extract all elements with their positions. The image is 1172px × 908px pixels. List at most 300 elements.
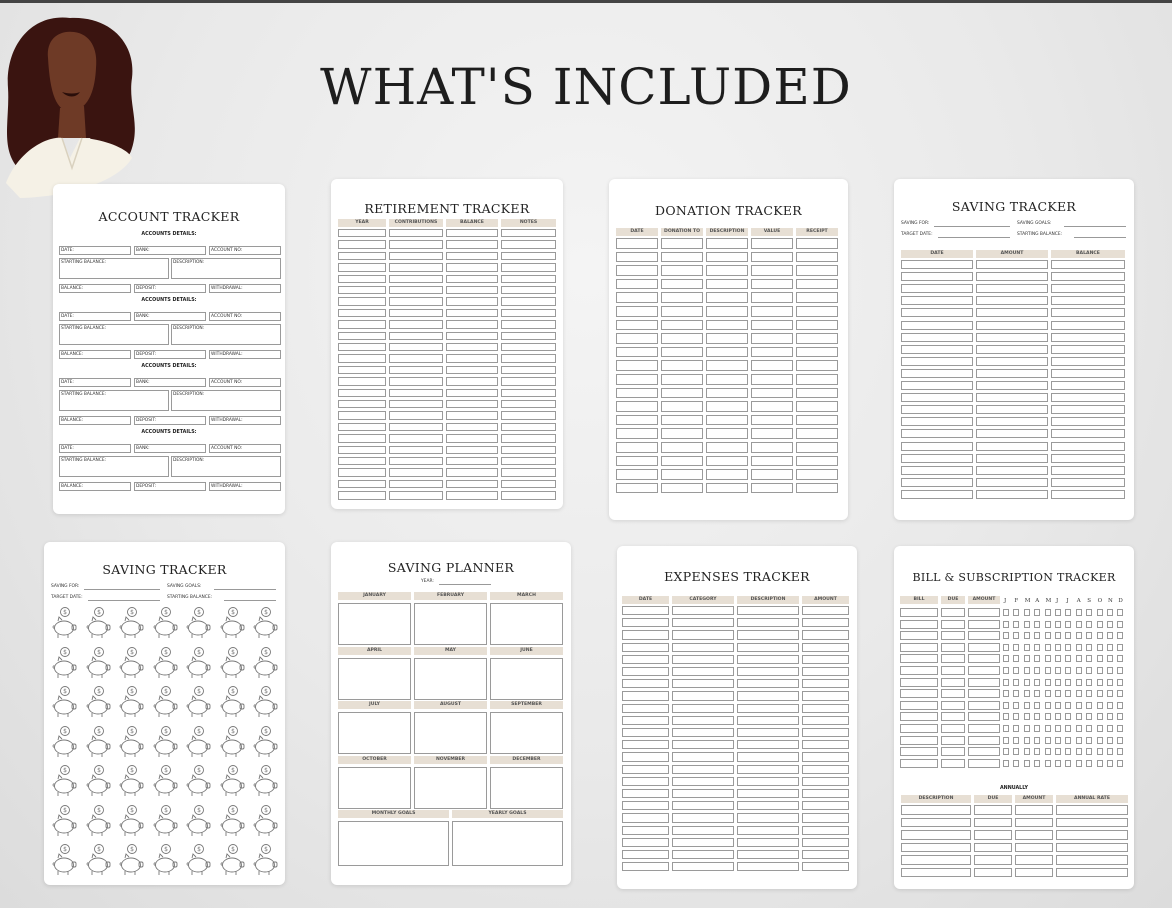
table-cell <box>802 655 849 664</box>
table-cell <box>737 813 799 822</box>
table-cell <box>802 850 849 859</box>
piggy-bank-icon <box>186 725 212 759</box>
month-checkbox <box>1086 644 1092 651</box>
month-checkbox <box>1086 760 1092 767</box>
bill-cell <box>900 678 938 687</box>
field-label: DESCRIPTION: <box>173 326 205 331</box>
piggy-bank-icon <box>186 804 212 838</box>
table-cell <box>737 838 799 847</box>
target-date-label: TARGET DATE: <box>901 232 933 237</box>
table-cell <box>338 240 386 248</box>
piggy-bank-icon <box>220 764 246 798</box>
month-box <box>490 712 563 754</box>
table-cell <box>501 320 556 328</box>
table-cell <box>661 279 703 290</box>
piggy-bank-icon <box>86 646 112 680</box>
svg-text:$: $ <box>230 609 235 617</box>
table-cell <box>622 826 669 835</box>
month-checkbox <box>1065 737 1071 744</box>
svg-text:$: $ <box>130 648 134 656</box>
month-checkbox <box>1024 621 1030 628</box>
table-cell <box>976 284 1048 293</box>
table-cell <box>672 838 734 847</box>
saving-tracker-table-card <box>894 179 1134 520</box>
month-checkbox <box>1076 667 1082 674</box>
bill-cell <box>941 631 965 640</box>
table-cell <box>622 655 669 664</box>
month-checkbox <box>1003 679 1009 686</box>
table-cell <box>672 850 734 859</box>
svg-text:$: $ <box>163 688 168 696</box>
month-checkbox <box>1065 621 1071 628</box>
table-cell <box>1015 843 1053 853</box>
field-label: STARTING BALANCE: <box>61 458 107 463</box>
table-cell <box>1051 442 1125 451</box>
svg-text:$: $ <box>96 767 101 775</box>
section-heading: ACCOUNTS DETAILS: <box>141 298 197 303</box>
table-cell <box>616 238 658 249</box>
table-cell <box>616 252 658 263</box>
month-checkbox <box>1003 621 1009 628</box>
table-cell <box>616 456 658 467</box>
table-cell <box>389 240 443 248</box>
svg-text:$: $ <box>63 806 67 814</box>
piggy-bank-icon <box>52 646 78 680</box>
piggy-bank-icon <box>86 685 112 719</box>
table-cell <box>706 360 748 371</box>
table-cell <box>501 297 556 305</box>
table-cell <box>616 469 658 480</box>
table-cell <box>802 813 849 822</box>
table-cell <box>622 740 669 749</box>
table-cell <box>389 343 443 351</box>
table-header-cell: RECEIPT <box>796 228 838 236</box>
table-cell <box>901 405 973 414</box>
month-checkbox <box>1086 713 1092 720</box>
table-cell <box>622 850 669 859</box>
table-cell <box>672 716 734 725</box>
table-cell <box>672 752 734 761</box>
piggy-bank-icon <box>52 843 78 877</box>
month-checkbox <box>1013 667 1019 674</box>
table-header-cell: AMOUNT <box>802 596 849 604</box>
piggy-bank-icon <box>220 804 246 838</box>
month-checkbox <box>1055 725 1061 732</box>
month-initial: N <box>1108 598 1113 604</box>
table-cell <box>672 813 734 822</box>
table-cell <box>501 229 556 237</box>
table-cell <box>901 478 973 487</box>
month-checkbox <box>1055 655 1061 662</box>
svg-text:$: $ <box>230 767 235 775</box>
starting-balance-label: STARTING BALANCE: <box>1017 232 1063 237</box>
table-cell <box>501 400 556 408</box>
starting-balance-label: STARTING BALANCE: <box>167 595 213 600</box>
table-cell <box>672 801 734 810</box>
svg-text:$: $ <box>163 846 168 854</box>
table-cell <box>706 306 748 317</box>
svg-text:$: $ <box>197 727 201 735</box>
table-cell <box>338 286 386 294</box>
donation-tracker-card <box>609 179 848 520</box>
table-cell <box>802 643 849 652</box>
table-cell <box>389 263 443 271</box>
table-cell <box>501 446 556 454</box>
table-cell <box>901 296 973 305</box>
month-checkbox <box>1045 632 1051 639</box>
table-cell <box>672 765 734 774</box>
table-cell <box>901 454 973 463</box>
piggy-bank-icon <box>220 646 246 680</box>
month-initial: M <box>1045 598 1052 604</box>
table-cell <box>796 279 838 290</box>
month-header: JULY <box>338 701 411 709</box>
table-cell <box>501 275 556 283</box>
piggy-bank-icon <box>253 606 279 640</box>
month-checkbox <box>1003 702 1009 709</box>
table-cell <box>976 272 1048 281</box>
month-checkbox <box>1045 748 1051 755</box>
target-date-label: TARGET DATE: <box>51 595 83 600</box>
bill-cell <box>968 759 1000 768</box>
table-cell <box>974 830 1012 840</box>
piggy-bank-icon <box>186 606 212 640</box>
month-checkbox <box>1055 679 1061 686</box>
svg-text:$: $ <box>163 806 168 814</box>
table-cell <box>338 366 386 374</box>
table-cell <box>661 360 703 371</box>
table-cell <box>446 411 498 419</box>
month-checkbox <box>1055 702 1061 709</box>
table-cell <box>622 862 669 871</box>
bill-cell <box>941 643 965 652</box>
month-box <box>414 767 487 809</box>
table-cell <box>1051 284 1125 293</box>
table-cell <box>976 393 1048 402</box>
table-cell <box>389 423 443 431</box>
field-label: BALANCE: <box>61 418 84 423</box>
piggy-bank-icon <box>119 804 145 838</box>
table-cell <box>616 306 658 317</box>
table-cell <box>751 483 793 494</box>
bill-cell <box>968 747 1000 756</box>
table-cell <box>1051 333 1125 342</box>
table-cell <box>389 434 443 442</box>
table-cell <box>737 728 799 737</box>
field-label: ACCOUNT NO: <box>211 314 243 319</box>
table-cell <box>976 357 1048 366</box>
piggy-bank-icon <box>153 843 179 877</box>
piggy-bank-icon <box>52 606 78 640</box>
table-cell <box>338 275 386 283</box>
month-checkbox <box>1097 713 1103 720</box>
table-cell <box>338 400 386 408</box>
bill-cell <box>968 654 1000 663</box>
month-checkbox <box>1117 667 1123 674</box>
piggy-bank-icon <box>186 685 212 719</box>
table-cell <box>1015 818 1053 828</box>
bill-cell <box>900 608 938 617</box>
piggy-bank-icon <box>119 685 145 719</box>
table-cell <box>446 297 498 305</box>
piggy-bank-icon <box>52 804 78 838</box>
table-cell <box>976 429 1048 438</box>
month-checkbox <box>1076 632 1082 639</box>
month-checkbox <box>1013 737 1019 744</box>
table-cell <box>446 332 498 340</box>
month-checkbox <box>1024 644 1030 651</box>
table-cell <box>1051 429 1125 438</box>
month-checkbox <box>1065 713 1071 720</box>
month-checkbox <box>1013 748 1019 755</box>
target-date-line <box>88 600 160 601</box>
month-initial: S <box>1087 598 1091 604</box>
card-title: ACCOUNT TRACKER <box>98 209 240 224</box>
piggy-bank-icon <box>153 764 179 798</box>
svg-text:$: $ <box>96 609 101 617</box>
bill-cell <box>941 747 965 756</box>
month-header: NOVEMBER <box>414 756 487 764</box>
field-label: ACCOUNT NO: <box>211 248 243 253</box>
table-cell <box>672 777 734 786</box>
table-cell <box>616 428 658 439</box>
table-cell <box>751 442 793 453</box>
table-cell <box>1051 296 1125 305</box>
month-checkbox <box>1107 655 1113 662</box>
table-cell <box>802 667 849 676</box>
table-cell <box>976 369 1048 378</box>
month-checkbox <box>1013 760 1019 767</box>
monthly-goals-header: MONTHLY GOALS <box>338 810 449 818</box>
piggy-bank-icon <box>186 764 212 798</box>
table-cell <box>751 265 793 276</box>
month-checkbox <box>1045 655 1051 662</box>
table-cell <box>901 417 973 426</box>
table-cell <box>706 483 748 494</box>
field-label: DESCRIPTION: <box>173 458 205 463</box>
month-checkbox <box>1034 621 1040 628</box>
table-cell <box>501 389 556 397</box>
month-checkbox <box>1117 644 1123 651</box>
table-cell <box>802 862 849 871</box>
table-cell <box>737 777 799 786</box>
table-cell <box>901 442 973 451</box>
saving-for-label: SAVING FOR: <box>901 221 930 226</box>
table-header-cell: CATEGORY <box>672 596 734 604</box>
table-cell <box>338 468 386 476</box>
table-cell <box>706 374 748 385</box>
month-checkbox <box>1117 609 1123 616</box>
piggy-bank-icon <box>52 764 78 798</box>
svg-text:$: $ <box>197 648 201 656</box>
table-cell <box>622 643 669 652</box>
table-cell <box>751 252 793 263</box>
table-cell <box>1056 843 1128 853</box>
svg-text:$: $ <box>264 648 268 656</box>
month-checkbox <box>1003 632 1009 639</box>
month-checkbox <box>1034 609 1040 616</box>
month-checkbox <box>1055 690 1061 697</box>
month-checkbox <box>1055 667 1061 674</box>
table-cell <box>389 275 443 283</box>
month-checkbox <box>1013 621 1019 628</box>
month-checkbox <box>1107 644 1113 651</box>
table-cell <box>389 377 443 385</box>
month-checkbox <box>1013 690 1019 697</box>
table-cell <box>501 332 556 340</box>
month-box <box>414 658 487 700</box>
field-label: BANK: <box>136 314 150 319</box>
table-cell <box>501 491 556 499</box>
table-cell <box>796 306 838 317</box>
svg-text:$: $ <box>96 727 101 735</box>
month-header: OCTOBER <box>338 756 411 764</box>
month-initial: J <box>1066 598 1069 604</box>
month-checkbox <box>1086 655 1092 662</box>
svg-text:$: $ <box>130 846 134 854</box>
table-cell <box>706 388 748 399</box>
table-cell <box>672 679 734 688</box>
table-cell <box>616 265 658 276</box>
svg-text:$: $ <box>130 609 134 617</box>
month-checkbox <box>1065 632 1071 639</box>
table-cell <box>338 423 386 431</box>
table-cell <box>802 716 849 725</box>
table-cell <box>706 469 748 480</box>
table-cell <box>661 469 703 480</box>
field-label: DEPOSIT: <box>136 418 157 423</box>
svg-text:$: $ <box>96 688 101 696</box>
table-cell <box>446 309 498 317</box>
table-cell <box>802 606 849 615</box>
month-checkbox <box>1024 713 1030 720</box>
svg-text:$: $ <box>63 727 67 735</box>
month-checkbox <box>1034 667 1040 674</box>
month-checkbox <box>1024 690 1030 697</box>
month-header: APRIL <box>338 647 411 655</box>
piggy-bank-icon <box>220 606 246 640</box>
table-cell <box>802 826 849 835</box>
table-cell <box>338 343 386 351</box>
table-cell <box>901 429 973 438</box>
month-checkbox <box>1055 644 1061 651</box>
svg-text:$: $ <box>163 648 168 656</box>
table-cell <box>976 260 1048 269</box>
table-cell <box>672 826 734 835</box>
table-cell <box>616 279 658 290</box>
table-cell <box>501 286 556 294</box>
table-cell <box>796 428 838 439</box>
table-cell <box>501 468 556 476</box>
section-heading: ACCOUNTS DETAILS: <box>141 232 197 237</box>
table-cell <box>901 369 973 378</box>
month-initial: J <box>1056 598 1059 604</box>
piggy-bank-icon <box>86 725 112 759</box>
month-checkbox <box>1076 644 1082 651</box>
table-cell <box>1056 868 1128 878</box>
month-checkbox <box>1097 621 1103 628</box>
month-checkbox <box>1055 713 1061 720</box>
piggy-bank-icon <box>52 685 78 719</box>
month-checkbox <box>1003 667 1009 674</box>
table-cell <box>661 456 703 467</box>
month-checkbox <box>1107 737 1113 744</box>
piggy-bank-icon <box>153 646 179 680</box>
month-initial: M <box>1024 598 1031 604</box>
table-cell <box>622 606 669 615</box>
month-checkbox <box>1107 690 1113 697</box>
table-cell <box>974 855 1012 865</box>
table-cell <box>661 442 703 453</box>
table-cell <box>706 320 748 331</box>
month-checkbox <box>1076 748 1082 755</box>
table-cell <box>737 789 799 798</box>
table-cell <box>672 606 734 615</box>
table-cell <box>616 292 658 303</box>
svg-text:$: $ <box>163 767 168 775</box>
table-header-cell: AMOUNT <box>1015 795 1053 803</box>
table-cell <box>1015 868 1053 878</box>
month-initial: A <box>1076 598 1081 604</box>
month-checkbox <box>1013 632 1019 639</box>
table-cell <box>622 765 669 774</box>
table-cell <box>338 297 386 305</box>
table-cell <box>389 252 443 260</box>
svg-text:$: $ <box>264 609 268 617</box>
month-checkbox <box>1034 679 1040 686</box>
saving-goals-line <box>1064 226 1126 227</box>
piggy-bank-icon <box>220 843 246 877</box>
month-checkbox <box>1097 690 1103 697</box>
table-cell <box>901 805 971 815</box>
table-cell <box>1051 454 1125 463</box>
month-checkbox <box>1045 713 1051 720</box>
field-label: BANK: <box>136 446 150 451</box>
table-header-cell: DATE <box>616 228 658 236</box>
table-cell <box>976 454 1048 463</box>
table-cell <box>389 411 443 419</box>
yearly-goals-box <box>452 821 563 866</box>
table-cell <box>737 655 799 664</box>
bill-header-cell: BILL <box>900 596 938 604</box>
table-cell <box>672 667 734 676</box>
month-checkbox <box>1024 748 1030 755</box>
month-checkbox <box>1003 748 1009 755</box>
table-cell <box>706 415 748 426</box>
piggy-bank-icon <box>153 606 179 640</box>
month-checkbox <box>1107 632 1113 639</box>
saving-goals-label: SAVING GOALS: <box>1017 221 1052 226</box>
table-cell <box>796 469 838 480</box>
bill-cell <box>900 643 938 652</box>
month-header: FEBRUARY <box>414 592 487 600</box>
piggy-bank-icon <box>253 843 279 877</box>
month-initial: O <box>1097 598 1103 604</box>
field-label: BALANCE: <box>61 286 84 291</box>
month-checkbox <box>1097 725 1103 732</box>
month-checkbox <box>1086 632 1092 639</box>
table-cell <box>976 405 1048 414</box>
table-cell <box>446 275 498 283</box>
table-cell <box>796 320 838 331</box>
table-cell <box>737 667 799 676</box>
month-checkbox <box>1013 609 1019 616</box>
month-checkbox <box>1086 748 1092 755</box>
table-cell <box>338 229 386 237</box>
account-tracker-card <box>53 184 285 514</box>
month-initial: J <box>1004 598 1007 604</box>
table-cell <box>446 263 498 271</box>
